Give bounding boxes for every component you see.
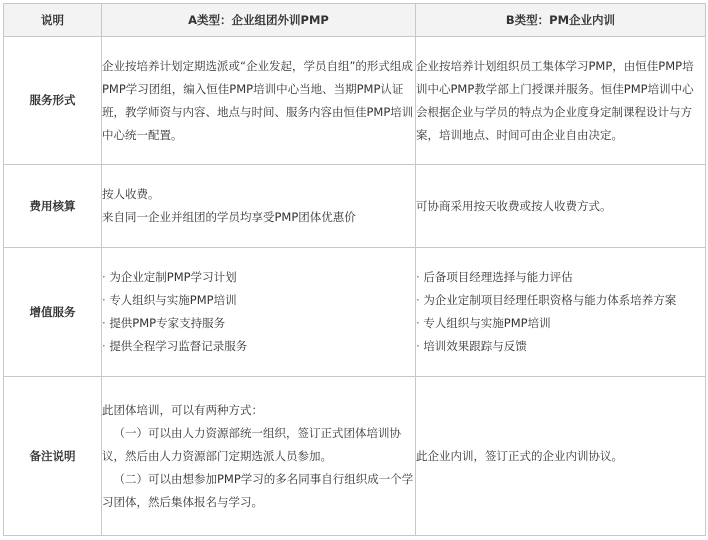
fee-b-line-1: 可协商采用按天收费或按人收费方式。 xyxy=(416,198,612,213)
fee-a-line-1: 按人收费。 xyxy=(102,187,160,201)
value-b-item-4: · 培训效果跟踪与反馈 xyxy=(416,335,705,358)
cell-value-added-b xyxy=(416,248,706,377)
cell-notes-a xyxy=(102,377,416,536)
row-label-fee-accounting: 费用核算 xyxy=(4,165,102,248)
value-b-item-2: · 为企业定制项目经理任职资格与能力体系培养方案 xyxy=(416,289,705,312)
cell-fee-accounting-b xyxy=(416,165,706,248)
cell-value-added-a xyxy=(102,248,416,377)
service-format-b-text: 企业按培养计划组织员工集体学习PMP，由恒佳PMP培训中心PMP教学部上门授课并服务。恒佳PMP培训中心会根据企业与学员的特点为企业度身定制课程设计与方案，培训地点、时间可由企业自由决定。 xyxy=(416,58,694,142)
value-a-item-4: · 提供全程学习监督记录服务 xyxy=(102,335,415,358)
value-a-item-3: · 提供PMP专家支持服务 xyxy=(102,312,415,335)
notes-a-option-2: （二）可以由想参加PMP学习的多名同事自行组织成一个学习团体，然后集体报名与学习。 xyxy=(102,471,414,509)
row-value-added-services xyxy=(4,248,706,377)
service-format-a-text: 企业按培养计划定期选派或“企业发起，学员自组”的形式组成PMP学习团组，编入恒佳PMP培训中心当地、当期PMP认证班，教学师资与内容、地点与时间、服务内容由恒佳PMP培训中心统一配置。 xyxy=(102,58,414,142)
header-type-b: B类型：PM企业内训 xyxy=(416,4,706,37)
header-row xyxy=(4,4,706,37)
header-description: 说明 xyxy=(4,4,102,37)
header-type-a: A类型：企业组团外训PMP xyxy=(102,4,416,37)
row-label-value-added: 增值服务 xyxy=(4,248,102,377)
value-b-item-3: · 专人组织与实施PMP培训 xyxy=(416,312,705,335)
value-b-item-1: · 后备项目经理选择与能力评估 xyxy=(416,266,705,289)
row-label-service-format: 服务形式 xyxy=(4,37,102,165)
fee-a-line-2: 来自同一企业并组团的学员均享受PMP团体优惠价 xyxy=(102,210,356,224)
value-a-item-2: · 专人组织与实施PMP培训 xyxy=(102,289,415,312)
cell-service-format-a xyxy=(102,37,416,165)
notes-b-line-1: 此企业内训，签订正式的企业内训协议。 xyxy=(416,448,623,463)
notes-a-line-1: 此团体培训，可以有两种方式： xyxy=(102,402,263,417)
row-service-format xyxy=(4,37,706,165)
comparison-table xyxy=(3,3,706,536)
row-notes xyxy=(4,377,706,536)
row-fee-accounting xyxy=(4,165,706,248)
row-label-notes: 备注说明 xyxy=(4,377,102,536)
notes-a-option-1: （一）可以由人力资源部统一组织，签订正式团体培训协议，然后由人力资源部门定期选派人员参加。 xyxy=(102,425,401,463)
cell-fee-accounting-a xyxy=(102,165,416,248)
value-a-item-1: · 为企业定制PMP学习计划 xyxy=(102,266,415,289)
cell-notes-b xyxy=(416,377,706,536)
cell-service-format-b xyxy=(416,37,706,165)
